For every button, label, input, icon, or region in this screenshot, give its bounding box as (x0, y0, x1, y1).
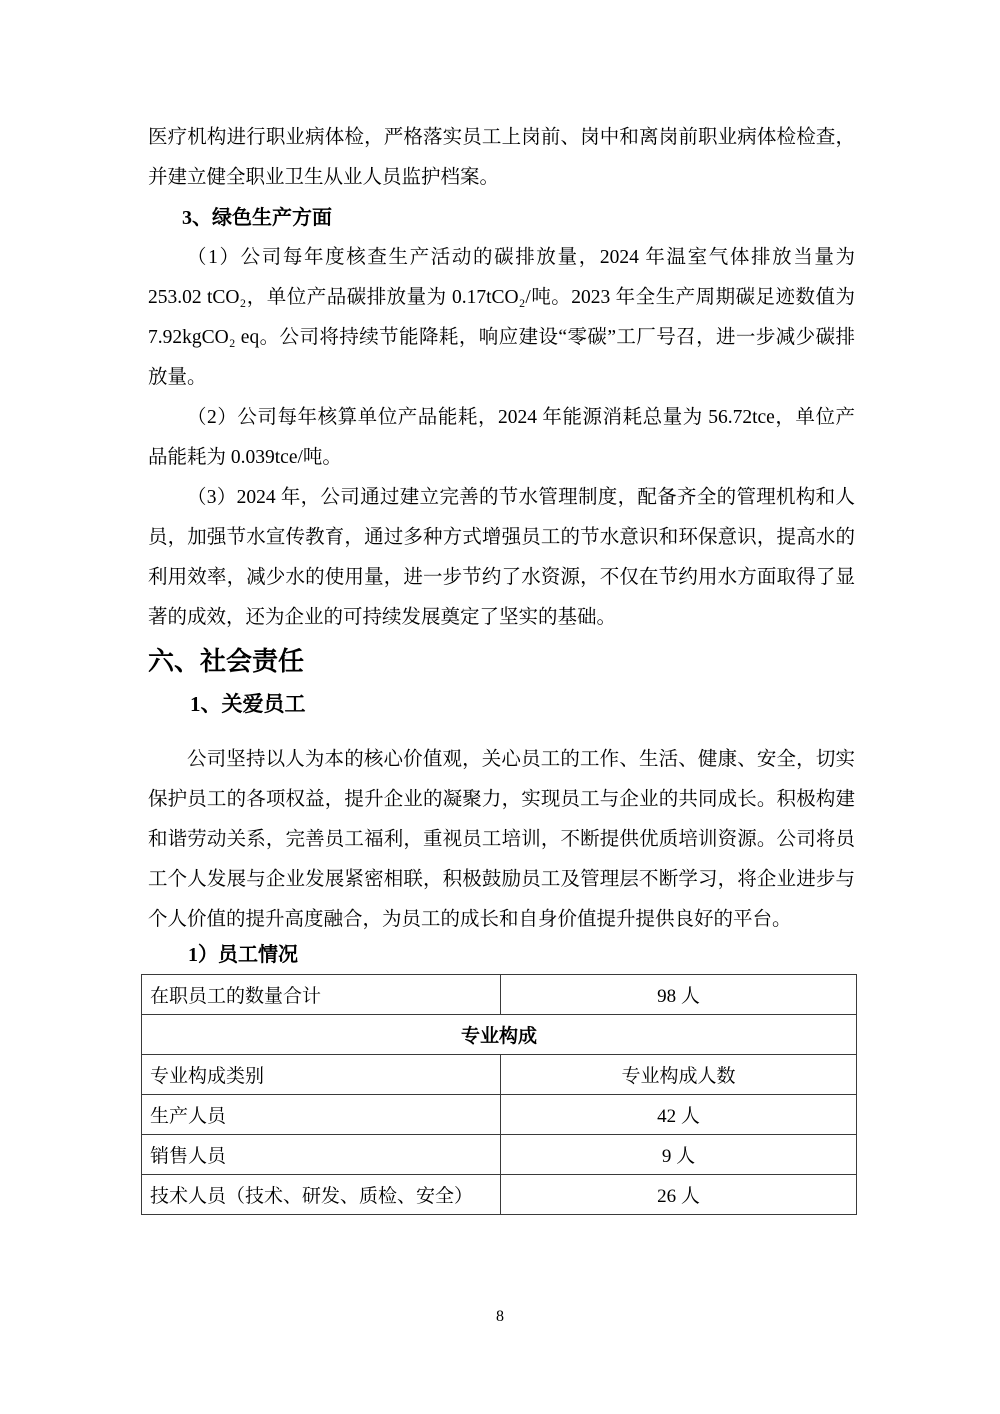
table-cell-total-value: 98 人 (500, 975, 856, 1015)
table-row (142, 1135, 857, 1175)
heading-green-production: 3、绿色生产方面 (182, 207, 332, 229)
page-number: 8 (496, 1308, 504, 1325)
table-cell-total-label: 在职员工的数量合计 (142, 975, 501, 1015)
table-cell-section-header: 专业构成 (142, 1015, 857, 1055)
table-cell-category: 生产人员 (142, 1095, 501, 1135)
table-cell-category-header: 专业构成类别 (142, 1055, 501, 1095)
paragraph-employee-care: 公司坚持以人为本的核心价值观，关心员工的工作、生活、健康、安全，切实保护员工的各项权益，提升企业的凝聚力，实现员工与企业的共同成长。积极构建和谐劳动关系，完善员工福利，重视员工培训，不断提供优质培训资源。公司将员工个人发展与企业发展紧密相联，积极鼓励员工及管理层不断学习，将企业进步与个人价值的提升高度融合，为员工的成长和自身价值提升提供良好的平台。 (148, 749, 855, 930)
table-row-total (142, 975, 857, 1015)
heading-care-for-employees: 1、关爱员工 (190, 692, 306, 716)
page-content (148, 118, 855, 1215)
table-cell-category: 销售人员 (142, 1135, 501, 1175)
table-cell-category: 技术人员（技术、研发、质检、安全） (142, 1175, 501, 1215)
paragraph-occupational-health: 医疗机构进行职业病体检，严格落实员工上岗前、岗中和离岗前职业病体检检查，并建立健全职业卫生从业人员监护档案。 (148, 127, 855, 188)
paragraph-water-saving: （3）2024 年，公司通过建立完善的节水管理制度，配备齐全的管理机构和人员，加强节水宣传教育，通过多种方式增强员工的节水意识和环保意识，提高水的利用效率，减少水的使用量，进一步节约了水资源，不仅在节约用水方面取得了显著的成效，还为企业的可持续发展奠定了坚实的基础。 (148, 487, 855, 628)
table-cell-count: 26 人 (500, 1175, 856, 1215)
table-row-section-header (142, 1015, 857, 1055)
table-cell-count: 42 人 (500, 1095, 856, 1135)
employee-table (141, 974, 857, 1215)
table-row (142, 1175, 857, 1215)
heading-employee-situation: 1）员工情况 (188, 944, 298, 966)
heading-social-responsibility: 六、社会责任 (148, 647, 305, 676)
table-row (142, 1095, 857, 1135)
table-row-column-headers (142, 1055, 857, 1095)
table-cell-count: 9 人 (500, 1135, 856, 1175)
table-cell-count-header: 专业构成人数 (500, 1055, 856, 1095)
paragraph-carbon-emissions: （1）公司每年度核查生产活动的碳排放量，2024 年温室气体排放当量为 253.02 tCO₂，单位产品碳排放量为 0.17tCO₂/吨。2023 年全生产周期碳足迹数值为 7.92kgCO₂ eq。公司将持续节能降耗，响应建设“零碳”工厂号召，进一步减少碳排放量。 (148, 247, 855, 388)
paragraph-energy-consumption: （2）公司每年核算单位产品能耗，2024 年能源消耗总量为 56.72tce，单位产品能耗为 0.039tce/吨。 (148, 407, 855, 468)
